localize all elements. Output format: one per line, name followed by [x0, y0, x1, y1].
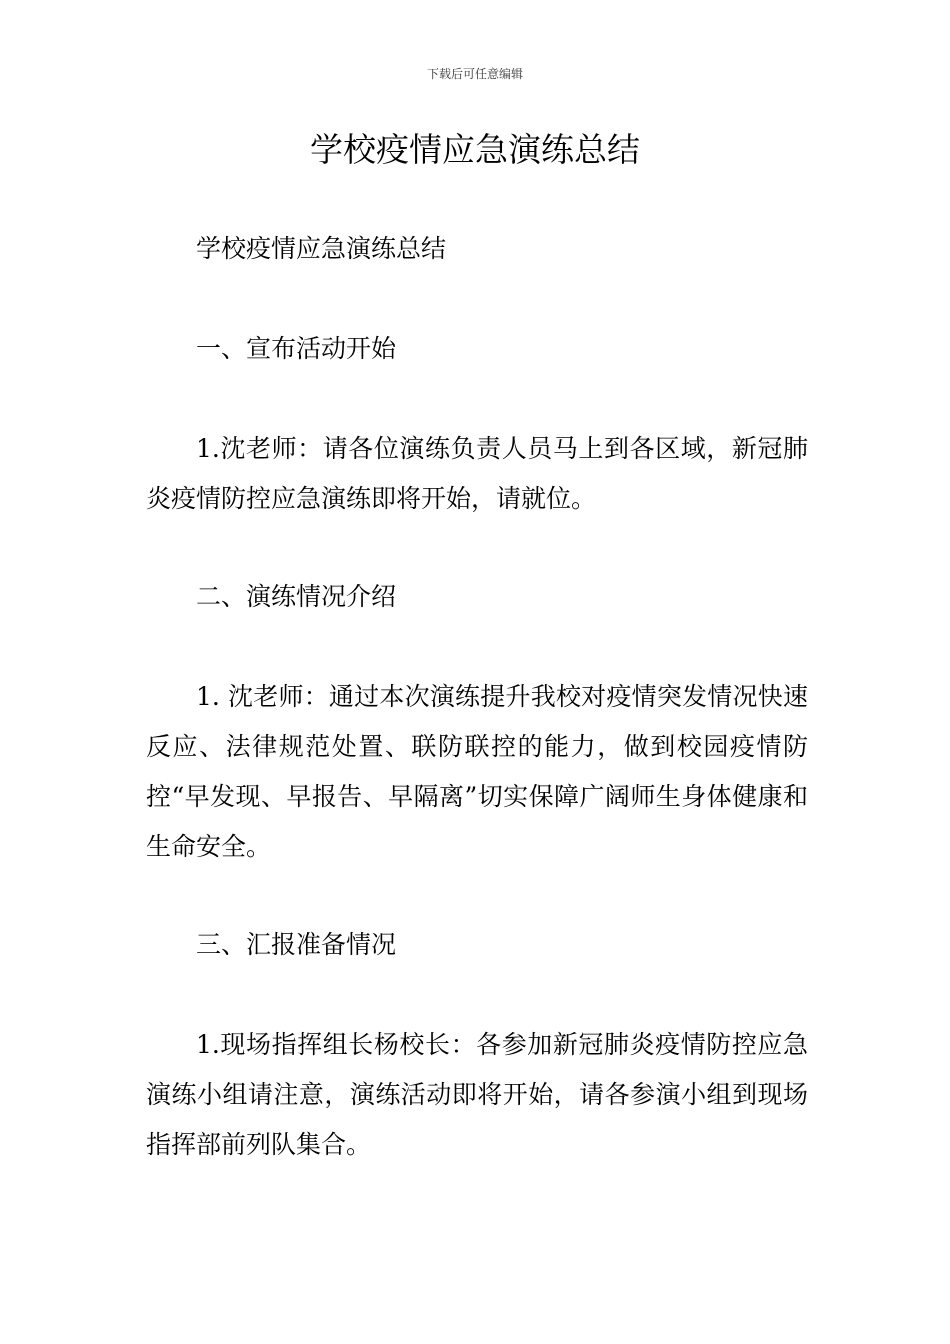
- section-heading-2: 二、演练情况介绍: [196, 582, 397, 611]
- header-note: 下载后可任意编辑: [426, 67, 523, 81]
- section-heading-1: 一、宣布活动开始: [196, 334, 397, 363]
- document-title: 学校疫情应急演练总结: [310, 130, 640, 169]
- body-paragraph-2: 1. 沈老师：通过本次演练提升我校对疫情突发情况快速反应、法律规范处置、联防联控的能力，做到校园疫情防控“早发现、早报告、早隔离”切实保障广阔师生身体健康和生命安全。: [146, 682, 808, 861]
- section-heading-3: 三、汇报准备情况: [196, 930, 397, 959]
- body-paragraph-1: 1.沈老师：请各位演练负责人员马上到各区域，新冠肺炎疫情防控应急演练即将开始，请就位。: [146, 434, 808, 513]
- subtitle-paragraph: 学校疫情应急演练总结: [196, 234, 447, 263]
- body-paragraph-3: 1.现场指挥组长杨校长：各参加新冠肺炎疫情防控应急演练小组请注意，演练活动即将开始，请各参演小组到现场指挥部前列队集合。: [146, 1030, 808, 1159]
